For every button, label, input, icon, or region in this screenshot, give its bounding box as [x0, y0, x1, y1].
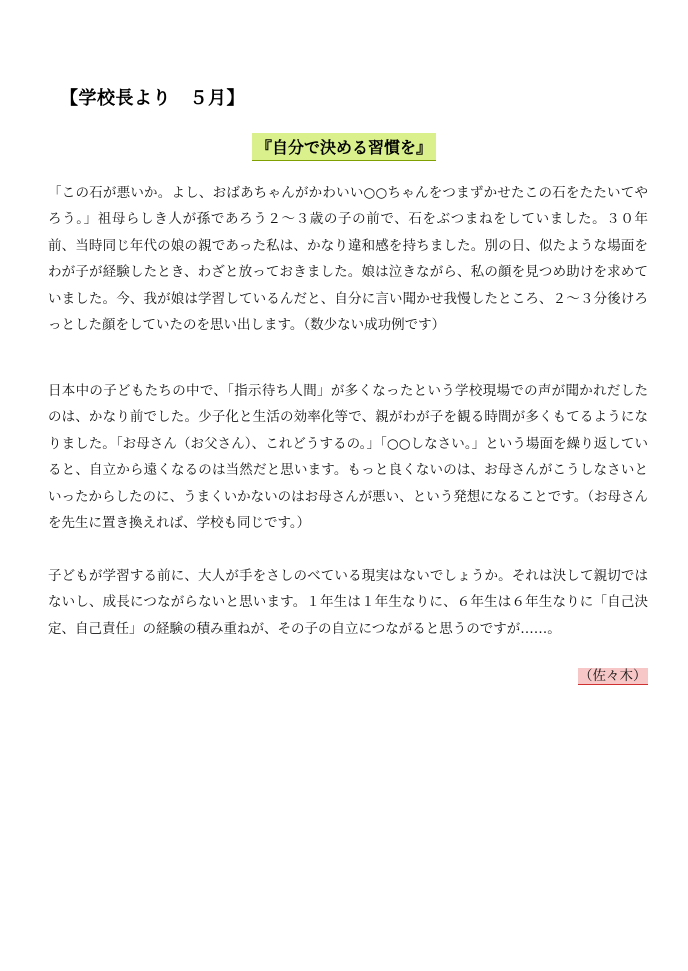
- paragraph-1: 「この石が悪いか。よし、おばあちゃんがかわいい○○ちゃんをつまずかせたこの石をたたいてやろう。」祖母らしき人が孫であろう２～３歳の子の前で、石をぶつまねをしていました。３０年前、当時同じ年代の娘の親であった私は、かなり違和感を持ちました。別の日、似たような場面をわが子が経験したとき、わざと放っておきました。娘は泣きながら、私の顔を見つめ助けを求めていました。今、我が娘は学習しているんだと、自分に言い聞かせ我慢したところ、２～３分後けろっとした顔をしていたのを思い出します。（数少ない成功例です）: [48, 185, 648, 334]
- paragraph-3: 子どもが学習する前に、大人が手をさしのべている現実はないでしょうか。それは決して親切ではないし、成長につながらないと思います。１年生は１年生なりに、６年生は６年生なりに「自己決定、自己責任」の経験の積み重ねが、その子の自立につながると思うのですが……。: [48, 568, 648, 637]
- signature: （佐々木）: [579, 668, 647, 684]
- signature-container: [578, 664, 648, 684]
- title-container: [0, 133, 688, 161]
- document-title: 『自分で決める習慣を』: [252, 133, 436, 161]
- header-label: 【学校長より ５月】: [60, 88, 245, 109]
- paragraph-2: 日本中の子どもたちの中で、「指示待ち人間」が多くなったという学校現場での声が聞かれだしたのは、かなり前でした。少子化と生活の効率化等で、親がわが子を観る時間が多くもてるようになりました。「お母さん（お父さん）、これどうするの。」「○○しなさい。」という場面を繰り返していると、自立から遠くなるのは当然だと思います。もっと良くないのは、お母さんがこうしなさいといったからしたのに、うまくいかないのはお母さんが悪い、という発想になることです。（お母さんを先生に置き換えれば、学校も同じです。）: [48, 383, 648, 532]
